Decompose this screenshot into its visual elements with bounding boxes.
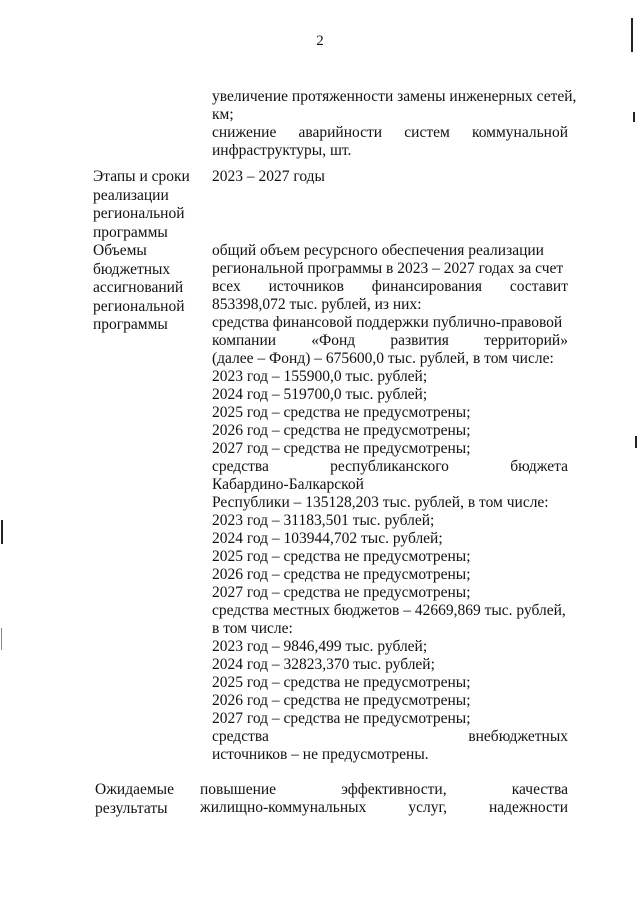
label-line: региональной: [93, 297, 185, 315]
word: всех: [212, 278, 241, 295]
local-year: 2025 год – средства не предусмотрены;: [212, 674, 471, 691]
scan-mark: [1, 628, 2, 650]
scan-mark: [633, 112, 635, 122]
fund-year: 2025 год – средства не предусмотрены;: [212, 404, 471, 421]
budget-total-line-1: общий объем ресурсного обеспечения реализации: [212, 242, 544, 259]
label-line: программы: [93, 316, 168, 333]
label-line: реализации: [93, 186, 169, 204]
word: финансирования: [371, 278, 482, 295]
word: внебюджетных: [468, 728, 568, 745]
republic-year: 2024 год – 103944,702 тыс. рублей;: [212, 530, 443, 547]
local-year: 2023 год – 9846,499 тыс. рублей;: [212, 638, 428, 655]
word: аварийности: [298, 124, 383, 141]
results-label: [95, 781, 174, 818]
label-line: бюджетных: [93, 260, 171, 278]
word: повышение: [200, 781, 277, 798]
word: территорий»: [484, 332, 568, 349]
local-year: 2027 год – средства не предусмотрены;: [212, 710, 471, 727]
republic-year: 2025 год – средства не предусмотрены;: [212, 548, 471, 565]
word: составит: [509, 278, 568, 295]
word: средства: [212, 728, 269, 745]
republic-line-2: Кабардино-Балкарской: [212, 476, 364, 493]
word: коммунальной: [471, 124, 568, 141]
scan-mark: [631, 18, 633, 52]
word: жилищно-коммунальных: [200, 799, 367, 816]
republic-year: 2027 год – средства не предусмотрены;: [212, 584, 471, 601]
label-line: результаты: [95, 799, 168, 817]
intro-line-1: увеличение протяженности замены инженерных сетей,: [212, 88, 577, 105]
extra-line-2: источников – не предусмотрены.: [212, 746, 429, 763]
page-number: 2: [316, 33, 324, 49]
word: развития: [390, 332, 449, 349]
republic-line-3: Республики – 135128,203 тыс. рублей, в том числе:: [212, 494, 549, 511]
word: источников: [268, 278, 344, 295]
local-year: 2024 год – 32823,370 тыс. рублей;: [212, 656, 435, 673]
republic-year: 2026 год – средства не предусмотрены;: [212, 566, 471, 583]
budget-total-line-4: 853398,072 тыс. рублей, из них:: [212, 296, 422, 313]
intro-line-2: км;: [212, 106, 234, 123]
budget-total-line-3: [212, 278, 568, 296]
word: снижение: [212, 124, 277, 141]
local-line-2: в том числе:: [212, 620, 293, 637]
fund-year: 2026 год – средства не предусмотрены;: [212, 422, 471, 439]
local-line-1: средства местных бюджетов – 42669,869 тыс. рублей,: [212, 602, 566, 619]
budget-label: [93, 242, 185, 335]
label-line: Объемы: [93, 242, 147, 259]
fund-line-2: [212, 332, 568, 350]
stages-label: [93, 168, 190, 242]
results-line-1: [200, 781, 568, 799]
results-line-2: [200, 799, 568, 817]
word: республиканского: [330, 458, 449, 475]
scan-mark: [1, 520, 3, 544]
word: качества: [511, 781, 568, 798]
label-line: региональной: [93, 205, 185, 222]
label-line: ассигнований: [93, 279, 184, 296]
intro-line-3: [212, 124, 568, 142]
extra-line-1: [212, 728, 568, 746]
word: бюджета: [510, 458, 568, 475]
word: «Фонд: [311, 332, 356, 349]
label-line: программы: [93, 223, 168, 241]
fund-year: 2024 год – 519700,0 тыс. рублей;: [212, 386, 428, 403]
intro-line-4: инфраструктуры, шт.: [212, 142, 352, 159]
label-line: Ожидаемые: [95, 781, 174, 798]
word: компании: [212, 332, 277, 349]
word: услуг,: [408, 799, 447, 816]
local-year: 2026 год – средства не предусмотрены;: [212, 692, 471, 709]
scan-mark: [635, 436, 637, 448]
republic-year: 2023 год – 31183,501 тыс. рублей;: [212, 512, 435, 529]
word: систем: [404, 124, 450, 141]
fund-year: 2023 год – 155900,0 тыс. рублей;: [212, 368, 428, 385]
label-line: Этапы и сроки: [93, 168, 190, 185]
fund-line-1: средства финансовой поддержки публично-правовой: [212, 314, 563, 331]
word: эффективности,: [341, 781, 447, 798]
republic-line-1: [212, 458, 568, 476]
word: надежности: [488, 799, 568, 816]
word: средства: [212, 458, 269, 475]
budget-total-line-2: региональной программы в 2023 – 2027 годах за счет: [212, 260, 564, 277]
stages-value: 2023 – 2027 годы: [212, 168, 325, 185]
fund-year: 2027 год – средства не предусмотрены;: [212, 440, 471, 457]
fund-line-3: (далее – Фонд) – 675600,0 тыс. рублей, в том числе:: [212, 350, 554, 367]
